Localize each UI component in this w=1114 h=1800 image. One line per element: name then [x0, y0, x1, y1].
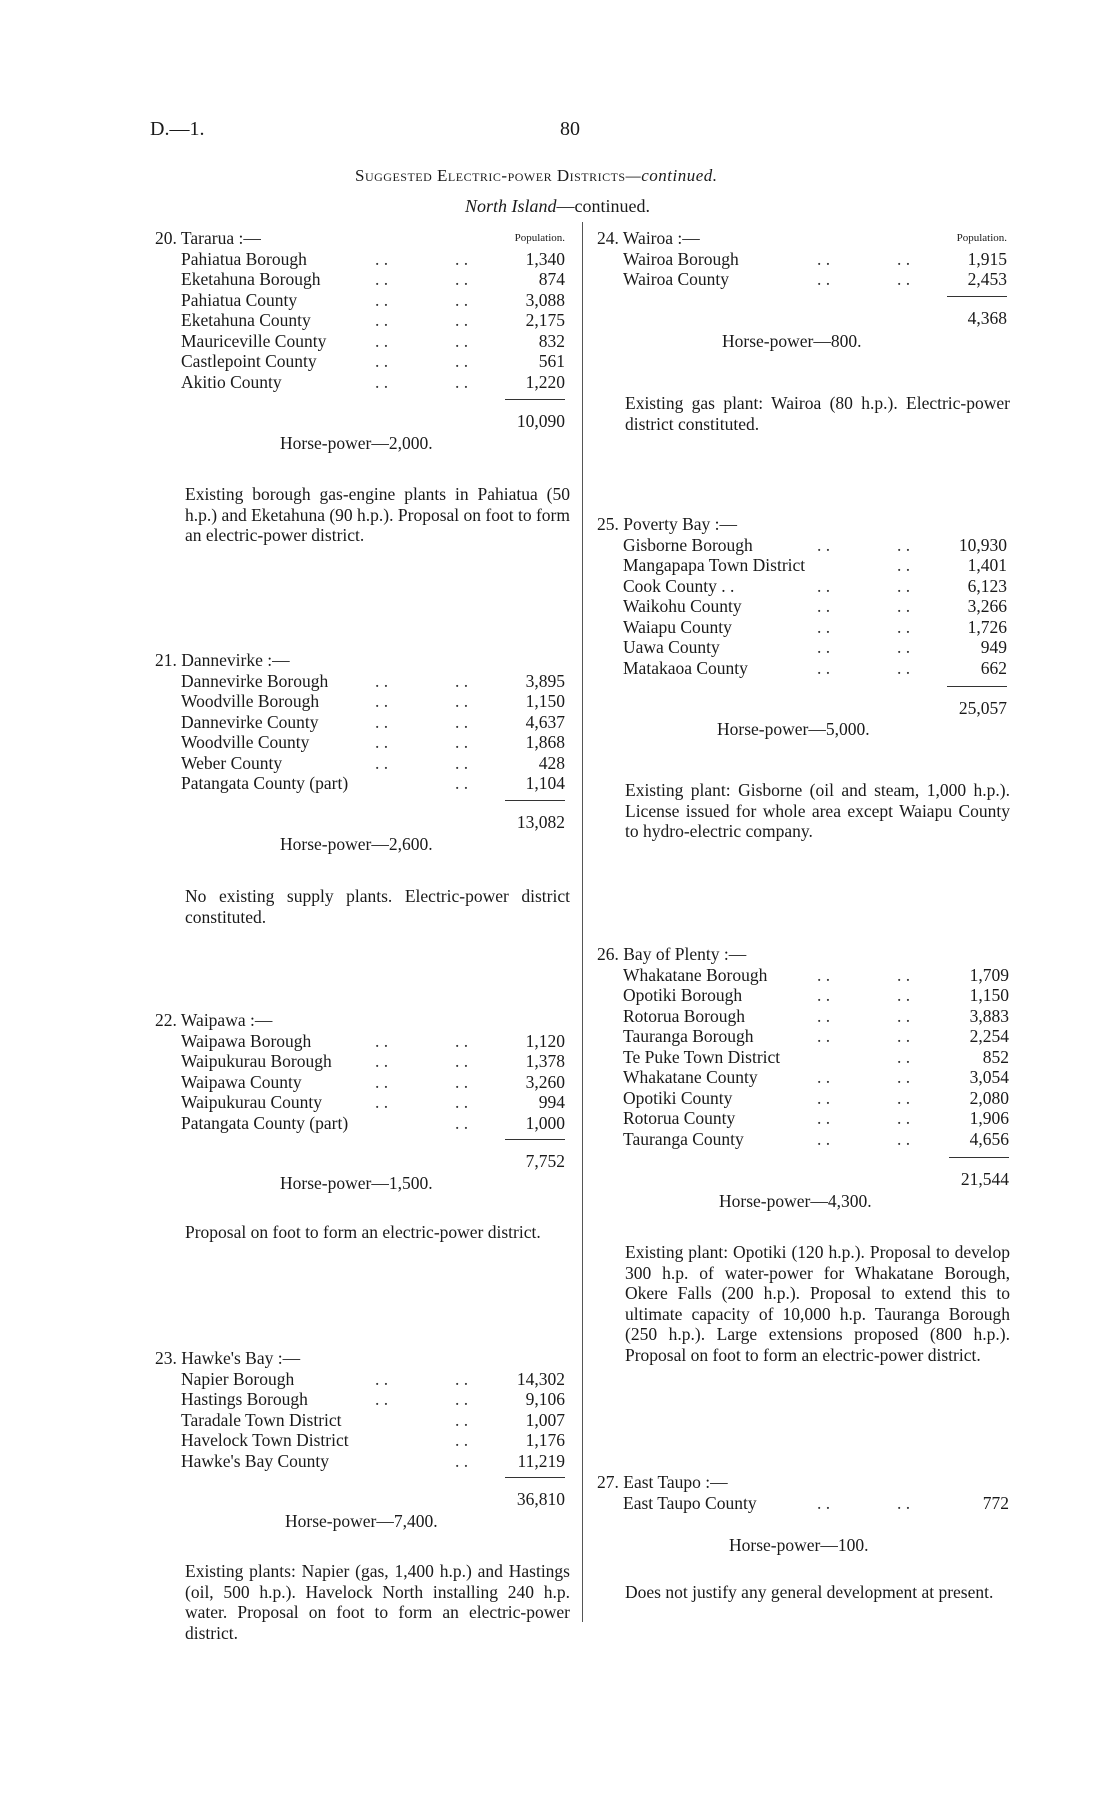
table-row [597, 535, 1007, 556]
area-name: Tauranga Borough [623, 1026, 754, 1046]
area-name: Opotiki County [623, 1087, 733, 1108]
column-divider [582, 222, 583, 1622]
section-title-main: Suggested Electric-power Districts [355, 166, 626, 185]
population-value: 11,219 [517, 1450, 565, 1471]
leader-dots: . . [897, 555, 911, 575]
population-total: 13,082 [516, 812, 565, 832]
population-column-label: Population. [956, 232, 1007, 244]
population-value: 3,054 [969, 1067, 1009, 1087]
leader-dots: . . [375, 1368, 389, 1389]
population-value: 772 [982, 1492, 1009, 1513]
population-value: 561 [538, 351, 565, 371]
leader-dots: . . [817, 1492, 831, 1513]
district-title: 24. Wairoa :— [597, 228, 700, 248]
leader-dots: . . [897, 1108, 911, 1128]
leader-dots: . . [897, 1492, 911, 1513]
leader-dots: . . [897, 657, 911, 678]
population-table [597, 965, 1009, 1150]
table-row [155, 691, 565, 712]
region-name: North Island [465, 196, 557, 216]
table-row [597, 985, 1009, 1006]
leader-dots: . . [455, 269, 469, 289]
population-value: 6,123 [967, 575, 1007, 596]
table-row [155, 310, 565, 331]
district-title: 25. Poverty Bay :— [597, 514, 737, 534]
leader-dots: . . [375, 691, 389, 711]
area-name: Cook County . . [623, 575, 735, 596]
population-value: 1,709 [969, 964, 1009, 985]
area-name: Patangata County (part) [181, 773, 349, 793]
leader-dots: . . [897, 1128, 911, 1149]
population-value: 3,260 [525, 1071, 565, 1092]
table-row [155, 1410, 565, 1431]
population-value: 1,000 [525, 1112, 565, 1133]
area-name: Whakatane County [623, 1067, 758, 1087]
population-value: 1,007 [525, 1409, 565, 1430]
horsepower: Horse-power—800. [722, 331, 862, 351]
leader-dots: . . [897, 637, 911, 657]
area-name: Napier Borough [181, 1368, 295, 1389]
table-row [155, 1430, 565, 1451]
leader-dots: . . [455, 1389, 469, 1409]
leader-dots: . . [817, 1128, 831, 1149]
area-name: Castlepoint County [181, 351, 317, 371]
table-row [597, 555, 1007, 576]
total-rule [505, 399, 565, 400]
area-name: Waipukurau County [181, 1092, 322, 1112]
leader-dots: . . [455, 371, 469, 392]
population-table [155, 249, 565, 393]
region-continued: —continued. [556, 196, 650, 216]
population-total: 36,810 [516, 1489, 565, 1509]
leader-dots: . . [897, 1046, 911, 1067]
leader-dots: . . [817, 637, 831, 657]
leader-dots: . . [375, 371, 389, 392]
leader-dots: . . [455, 752, 469, 773]
table-row [597, 269, 1007, 290]
leader-dots: . . [375, 711, 389, 732]
table-row [597, 1108, 1009, 1129]
population-value: 1,340 [525, 248, 565, 269]
population-value: 2,453 [967, 269, 1007, 289]
total-rule [947, 296, 1007, 297]
table-row [597, 1493, 1009, 1514]
area-name: Havelock Town District [181, 1430, 349, 1450]
population-value: 3,088 [525, 289, 565, 310]
area-name: Dannevirke Borough [181, 670, 329, 691]
table-row [597, 617, 1007, 638]
area-name: Wairoa Borough [623, 248, 739, 269]
area-name: Mauriceville County [181, 330, 327, 351]
district-note: Proposal on foot to form an electric-power district. [185, 1222, 541, 1242]
leader-dots: . . [817, 248, 831, 269]
total-rule [505, 1477, 565, 1478]
area-name: Matakaoa County [623, 657, 748, 678]
area-name: Waipawa Borough [181, 1030, 312, 1051]
population-value: 1,915 [967, 248, 1007, 269]
district-title: 23. Hawke's Bay :— [155, 1348, 301, 1368]
population-value: 3,895 [525, 670, 565, 691]
district-dannevirke [155, 650, 565, 854]
leader-dots: . . [817, 1087, 831, 1108]
horsepower: Horse-power—7,400. [285, 1511, 438, 1531]
population-value: 428 [538, 752, 565, 773]
area-name: Waiapu County [623, 616, 732, 637]
population-value: 1,120 [525, 1030, 565, 1051]
table-row [155, 1113, 565, 1134]
leader-dots: . . [455, 351, 469, 371]
leader-dots: . . [897, 1026, 911, 1046]
leader-dots: . . [817, 657, 831, 678]
leader-dots: . . [455, 1071, 469, 1092]
table-row [155, 1369, 565, 1390]
leader-dots: . . [455, 1450, 469, 1471]
total-rule [949, 1157, 1009, 1158]
leader-dots: . . [375, 330, 389, 351]
table-row [155, 1451, 565, 1472]
leader-dots: . . [817, 1108, 831, 1128]
table-row [597, 965, 1009, 986]
area-name: Taradale Town District [181, 1409, 342, 1430]
population-value: 832 [538, 330, 565, 351]
population-value: 3,883 [969, 1005, 1009, 1026]
horsepower: Horse-power—4,300. [719, 1191, 872, 1211]
table-row [597, 658, 1007, 679]
population-value: 1,726 [967, 616, 1007, 637]
horsepower: Horse-power—100. [729, 1535, 869, 1555]
horsepower: Horse-power—1,500. [280, 1173, 433, 1193]
area-name: Hawke's Bay County [181, 1450, 329, 1471]
area-name: Waikohu County [623, 596, 742, 616]
table-row [155, 1051, 565, 1072]
population-value: 3,266 [967, 596, 1007, 616]
table-row [597, 1129, 1009, 1150]
leader-dots: . . [817, 534, 831, 555]
table-row [155, 732, 565, 753]
leader-dots: . . [455, 732, 469, 752]
leader-dots: . . [455, 310, 469, 330]
area-name: Akitio County [181, 371, 282, 392]
table-row [597, 1006, 1009, 1027]
table-row [597, 576, 1007, 597]
table-row [155, 712, 565, 733]
population-value: 1,378 [525, 1051, 565, 1071]
leader-dots: . . [375, 1051, 389, 1071]
district-title: 20. Tararua :— [155, 228, 261, 248]
leader-dots: . . [897, 985, 911, 1005]
area-name: Eketahuna County [181, 310, 311, 330]
population-value: 1,906 [969, 1108, 1009, 1128]
leader-dots: . . [455, 1030, 469, 1051]
population-total: 10,090 [516, 411, 565, 431]
table-row [155, 290, 565, 311]
leader-dots: . . [455, 691, 469, 711]
area-name: Pahiatua Borough [181, 248, 307, 269]
leader-dots: . . [897, 1005, 911, 1026]
leader-dots: . . [897, 616, 911, 637]
area-name: Dannevirke County [181, 711, 319, 732]
population-value: 10,930 [958, 534, 1007, 555]
leader-dots: . . [455, 1409, 469, 1430]
leader-dots: . . [897, 1067, 911, 1087]
page-number: 80 [560, 118, 580, 140]
population-value: 4,656 [969, 1128, 1009, 1149]
leader-dots: . . [375, 670, 389, 691]
region-subtitle [465, 196, 650, 217]
table-row [155, 331, 565, 352]
area-name: Rotorua County [623, 1108, 736, 1128]
leader-dots: . . [817, 1067, 831, 1087]
area-name: Eketahuna Borough [181, 269, 321, 289]
district-title: 22. Waipawa :— [155, 1010, 273, 1030]
district-poverty-bay [597, 514, 1007, 739]
section-title [355, 166, 718, 186]
population-value: 9,106 [525, 1389, 565, 1409]
population-value: 852 [982, 1046, 1009, 1067]
population-value: 1,150 [525, 691, 565, 711]
leader-dots: . . [375, 351, 389, 371]
district-tararua [155, 228, 565, 453]
population-value: 994 [538, 1092, 565, 1112]
population-table [155, 1369, 565, 1472]
district-east-taupo [597, 1472, 1009, 1555]
area-name: Gisborne Borough [623, 534, 753, 555]
area-name: Pahiatua County [181, 289, 298, 310]
population-value: 1,868 [525, 732, 565, 752]
total-rule [947, 686, 1007, 687]
leader-dots: . . [455, 670, 469, 691]
district-note: Existing gas plant: Wairoa (80 h.p.). Electric-power district constituted. [625, 393, 1010, 434]
leader-dots: . . [817, 269, 831, 289]
table-row [155, 1031, 565, 1052]
population-total: 4,368 [967, 308, 1007, 328]
population-value: 14,302 [516, 1368, 565, 1389]
document-reference: D.—1. [150, 118, 205, 140]
table-row [155, 269, 565, 290]
population-value: 874 [538, 269, 565, 289]
district-note: Existing borough gas-engine plants in Pahiatua (50 h.p.) and Eketahuna (90 h.p.). Proposal on foot to form an electric-power district. [185, 484, 570, 545]
table-row [597, 1026, 1009, 1047]
leader-dots: . . [455, 289, 469, 310]
leader-dots: . . [897, 248, 911, 269]
leader-dots: . . [817, 964, 831, 985]
area-name: Whakatane Borough [623, 964, 768, 985]
leader-dots: . . [897, 534, 911, 555]
district-waipawa [155, 1010, 565, 1193]
population-value: 1,104 [525, 773, 565, 793]
population-value: 4,637 [525, 711, 565, 732]
leader-dots: . . [897, 1087, 911, 1108]
leader-dots: . . [817, 1026, 831, 1046]
population-table [155, 1031, 565, 1134]
leader-dots: . . [817, 1005, 831, 1026]
leader-dots: . . [455, 330, 469, 351]
area-name: Opotiki Borough [623, 985, 743, 1005]
leader-dots: . . [455, 248, 469, 269]
district-title: 27. East Taupo :— [597, 1472, 728, 1492]
leader-dots: . . [455, 711, 469, 732]
district-note: No existing supply plants. Electric-power district constituted. [185, 886, 570, 927]
table-row [155, 1389, 565, 1410]
leader-dots: . . [375, 732, 389, 752]
leader-dots: . . [897, 575, 911, 596]
leader-dots: . . [897, 964, 911, 985]
area-name: Woodville County [181, 732, 310, 752]
district-title: 21. Dannevirke :— [155, 650, 290, 670]
table-row [155, 753, 565, 774]
area-name: Wairoa County [623, 269, 729, 289]
population-value: 1,176 [525, 1430, 565, 1450]
table-row [155, 773, 565, 794]
leader-dots: . . [455, 1051, 469, 1071]
leader-dots: . . [375, 752, 389, 773]
horsepower: Horse-power—2,000. [280, 433, 433, 453]
population-total: 7,752 [525, 1151, 565, 1171]
area-name: Tauranga County [623, 1128, 744, 1149]
total-rule [505, 800, 565, 801]
table-row [597, 1047, 1009, 1068]
total-rule [505, 1139, 565, 1140]
district-bay-of-plenty [597, 944, 1009, 1211]
area-name: Uawa County [623, 637, 720, 657]
area-name: Hastings Borough [181, 1389, 308, 1409]
area-name: Mangapapa Town District [623, 555, 806, 575]
horsepower: Horse-power—2,600. [280, 834, 433, 854]
table-row [155, 1092, 565, 1113]
leader-dots: . . [375, 310, 389, 330]
area-name: Rotorua Borough [623, 1005, 746, 1026]
table-row [155, 372, 565, 393]
leader-dots: . . [455, 773, 469, 793]
leader-dots: . . [455, 1430, 469, 1450]
area-name: Te Puke Town District [623, 1046, 781, 1067]
leader-dots: . . [817, 985, 831, 1005]
leader-dots: . . [897, 596, 911, 616]
table-row [597, 596, 1007, 617]
population-total: 21,544 [960, 1169, 1009, 1189]
population-value: 1,401 [967, 555, 1007, 575]
section-title-continued: —continued. [625, 166, 718, 185]
leader-dots: . . [455, 1368, 469, 1389]
leader-dots: . . [375, 1092, 389, 1112]
district-wairoa [597, 228, 1007, 351]
table-row [597, 637, 1007, 658]
population-value: 949 [980, 637, 1007, 657]
table-row [597, 249, 1007, 270]
district-hawkes-bay [155, 1348, 565, 1531]
table-row [597, 1067, 1009, 1088]
leader-dots: . . [375, 289, 389, 310]
table-row [155, 671, 565, 692]
table-row [155, 1072, 565, 1093]
table-row [597, 1088, 1009, 1109]
leader-dots: . . [817, 575, 831, 596]
leader-dots: . . [817, 616, 831, 637]
population-value: 1,150 [969, 985, 1009, 1005]
population-value: 2,175 [525, 310, 565, 330]
leader-dots: . . [375, 1071, 389, 1092]
table-row [155, 351, 565, 372]
leader-dots: . . [375, 248, 389, 269]
district-note: Does not justify any general development at present. [625, 1582, 994, 1602]
population-value: 1,220 [525, 371, 565, 392]
leader-dots: . . [375, 1389, 389, 1409]
district-title: 26. Bay of Plenty :— [597, 944, 747, 964]
area-name: Weber County [181, 752, 283, 773]
population-table [155, 671, 565, 794]
area-name: Patangata County (part) [181, 1112, 349, 1133]
population-table [597, 1493, 1009, 1514]
leader-dots: . . [455, 1112, 469, 1133]
table-row [155, 249, 565, 270]
horsepower: Horse-power—5,000. [717, 719, 870, 739]
population-table [597, 535, 1007, 679]
population-value: 2,254 [969, 1026, 1009, 1046]
leader-dots: . . [817, 596, 831, 616]
population-value: 662 [980, 657, 1007, 678]
population-column-label: Population. [514, 232, 565, 244]
population-table [597, 249, 1007, 290]
district-note: Existing plant: Gisborne (oil and steam, 1,000 h.p.). License issued for whole area except Waiapu County to hydro-electric company. [625, 780, 1010, 841]
leader-dots: . . [455, 1092, 469, 1112]
leader-dots: . . [897, 269, 911, 289]
area-name: East Taupo County [623, 1492, 757, 1513]
area-name: Woodville Borough [181, 691, 320, 711]
population-value: 2,080 [969, 1087, 1009, 1108]
area-name: Waipawa County [181, 1071, 302, 1092]
district-note: Existing plants: Napier (gas, 1,400 h.p.) and Hastings (oil, 500 h.p.). Havelock North installing 240 h.p. water. Proposal on foot to form an electric-power district. [185, 1561, 570, 1643]
area-name: Waipukurau Borough [181, 1051, 332, 1071]
leader-dots: . . [375, 269, 389, 289]
population-total: 25,057 [958, 698, 1007, 718]
district-note: Existing plant: Opotiki (120 h.p.). Proposal to develop 300 h.p. of water-power for Whakatane Borough, Okere Falls (200 h.p.). Proposal to extend this to ultimate capacity of 10,000 h.p. Tauranga Borough (250 h.p.). Large extensions proposed (800 h.p.). Proposal on foot to form an electric-power district. [625, 1242, 1010, 1365]
leader-dots: . . [375, 1030, 389, 1051]
